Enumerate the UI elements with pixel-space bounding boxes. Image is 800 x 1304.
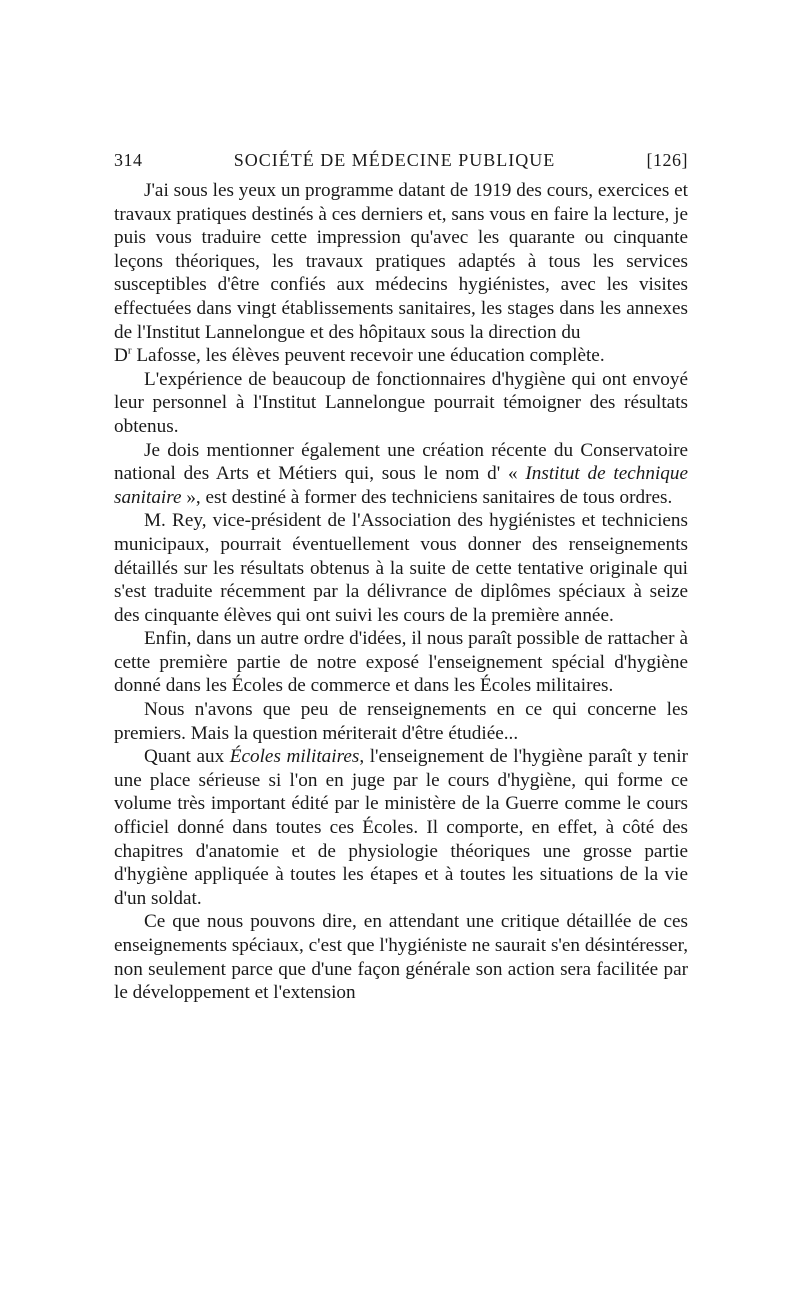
paragraph-1: J'ai sous les yeux un programme datant de 1919 des cours, exercices et travaux pratiques destinés à ces derniers et, sans vous en faire la lecture, je puis vous traduire cette impression qu'avec les quarante ou cinquante leçons théoriques, les travaux pratiques adaptés à tous les services susceptibles d'être confiés aux médecins hygiénistes, avec les visites effectuées dans vingt établissements sanitaires, les stages dans les annexes de l'Institut Lannelongue et des hôpitaux sous la direction du	[114, 180, 688, 343]
paragraph-4-end: », est destiné à former des techniciens sanitaires de tous ordres.	[181, 486, 673, 508]
paragraph-2-text: Lafosse, les élèves peuvent recevoir une éducation complète.	[131, 345, 605, 367]
paragraph-6: Enfin, dans un autre ordre d'idées, il nous paraît possible de rattacher à cette première partie de notre exposé l'enseignement spécial d'hygiène donné dans les Écoles de commerce et dans les Écoles militaires.	[114, 628, 688, 697]
paragraph-4-start: Je dois mentionner également une création récente du Conservatoire national des Arts et Métiers qui, sous le nom d' «	[114, 439, 688, 485]
book-page	[114, 150, 688, 1005]
paragraph-8	[114, 745, 688, 910]
running-head	[114, 150, 688, 171]
paragraph-9: Ce que nous pouvons dire, en attendant une critique détaillée de ces enseignements spéciaux, c'est que l'hygiéniste ne saurait s'en désintéresser, non seulement parce que d'une façon générale son action sera facilitée par le développement et l'extension	[114, 911, 688, 1004]
paragraph-3: L'expérience de beaucoup de fonctionnaires d'hygiène qui ont envoyé leur personnel à l'Institut Lannelongue pourrait témoigner des résultats obtenus.	[114, 368, 688, 437]
paragraph-8-start: Quant aux	[144, 746, 230, 768]
doctor-superscript: r	[127, 344, 132, 357]
doctor-abbrev: D	[114, 345, 128, 367]
running-title: SOCIÉTÉ DE MÉDECINE PUBLIQUE	[233, 150, 556, 170]
page-number: 314	[114, 150, 143, 170]
institute-name-italic: Institut de technique sanitaire	[114, 463, 688, 508]
paragraph-8-end: , l'enseignement de l'hygiène paraît y tenir une place sérieuse si l'on en juge par le cours d'hygiène, qui forme ce volume très important édité par le ministère de la Guerre comme le cours officiel donné dans toutes ces Écoles. Il comporte, en effet, à côté des chapitres d'anatomie et de physiologie théoriques une grosse partie d'hygiène appliquée à toutes les étapes et à toutes les situations de la vie d'un soldat.	[114, 746, 688, 909]
military-schools-italic: Écoles militaires	[229, 746, 360, 768]
paragraph-2	[114, 344, 688, 368]
paragraph-7: Nous n'avons que peu de renseignements en ce qui concerne les premiers. Mais la question mériterait d'être étudiée...	[114, 699, 688, 744]
body-text	[114, 179, 688, 1005]
section-marker: [126]	[646, 150, 688, 170]
paragraph-4	[114, 439, 688, 510]
paragraph-5: M. Rey, vice-président de l'Association des hygiénistes et techniciens municipaux, pourrait éventuellement vous donner des renseignements détaillés sur les résultats obtenus à la suite de cette tentative originale qui s'est traduite récemment par la délivrance de diplômes spéciaux à seize des cinquante élèves qui ont suivi les cours de la première année.	[114, 510, 688, 626]
